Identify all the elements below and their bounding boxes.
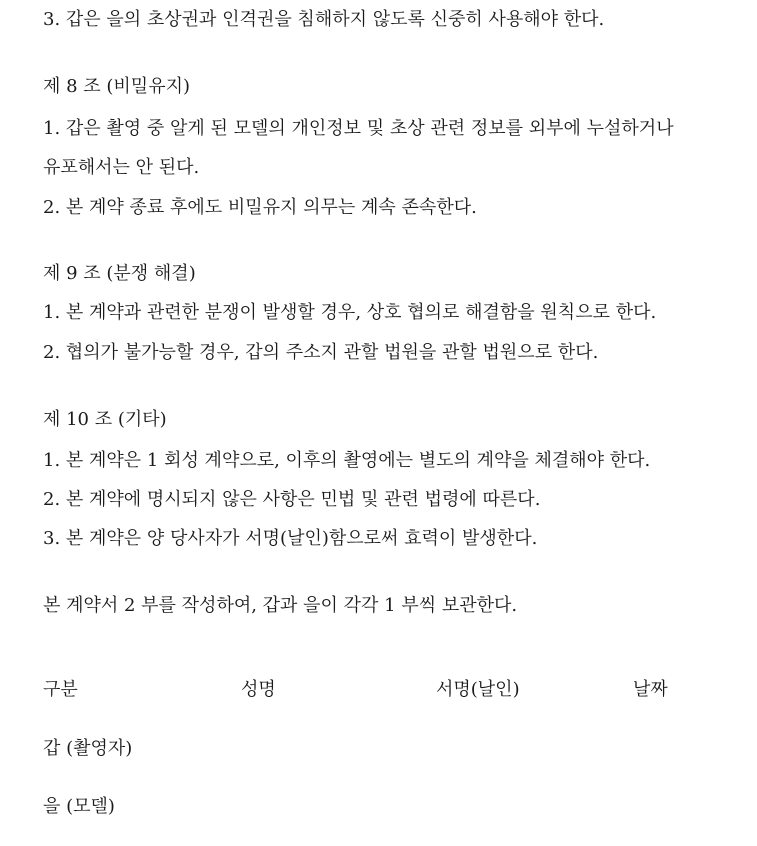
article-9-heading: 제 9 조 (분쟁 해결) [43,263,196,284]
clause-8-item-1-cont: 유포해서는 안 된다. [43,157,200,178]
clause-9-item-1: 1. 본 계약과 관련한 분쟁이 발생할 경우, 상호 협의로 해결함을 원칙으로 한다. [43,302,657,323]
party-model: 을 (모델) [43,796,115,817]
header-category: 구분 [43,679,78,700]
clause-10-item-3: 3. 본 계약은 양 당사자가 서명(날인)함으로써 효력이 발생한다. [43,528,538,549]
signature-table-header [43,678,743,702]
clause-8-item-1: 1. 갑은 촬영 중 알게 된 모델의 개인정보 및 초상 관련 정보를 외부에 누설하거나 [43,118,674,139]
header-name: 성명 [241,679,276,700]
copies-statement: 본 계약서 2 부를 작성하여, 갑과 을이 각각 1 부씩 보관한다. [43,595,518,616]
clause-9-item-2: 2. 협의가 불가능할 경우, 갑의 주소지 관할 법원을 관할 법원으로 한다. [43,342,599,363]
signature-row-photographer [43,737,743,761]
clause-10-item-2: 2. 본 계약에 명시되지 않은 사항은 민법 및 관련 법령에 따른다. [43,489,541,510]
article-8-heading: 제 8 조 (비밀유지) [43,76,190,97]
header-date: 날짜 [633,679,668,700]
party-photographer: 갑 (촬영자) [43,738,133,759]
clause-10-item-1: 1. 본 계약은 1 회성 계약으로, 이후의 촬영에는 별도의 계약을 체결해야 한다. [43,450,651,471]
clause-7-item-3: 3. 갑은 을의 초상권과 인격권을 침해하지 않도록 신중히 사용해야 한다. [43,9,605,30]
signature-row-model [43,795,743,819]
clause-8-item-2: 2. 본 계약 종료 후에도 비밀유지 의무는 계속 존속한다. [43,197,477,218]
header-signature: 서명(날인) [436,679,520,700]
article-10-heading: 제 10 조 (기타) [43,409,167,430]
